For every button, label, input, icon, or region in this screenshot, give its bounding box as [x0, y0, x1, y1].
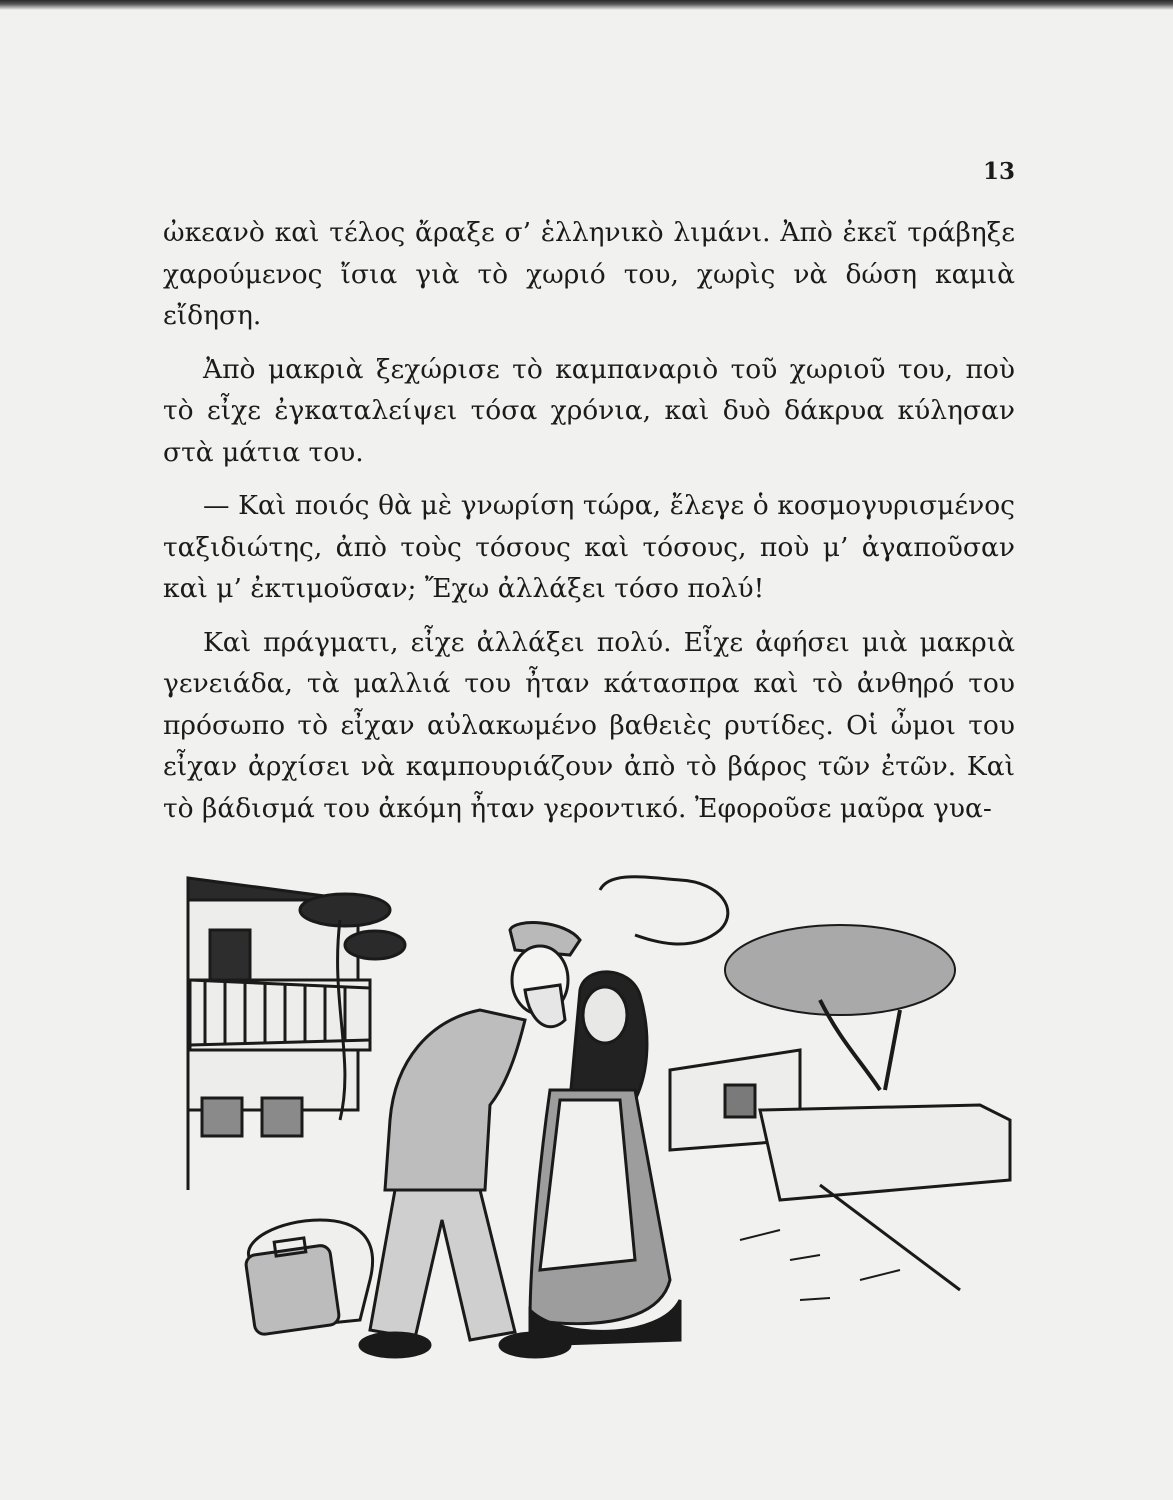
paragraph-3: — Καὶ ποιός θὰ μὲ γνωρίση τώρα, ἔλεγε ὁ κοσμογυρισμένος ταξιδιώτης, ἀπὸ τοὺς τόσους καὶ τόσους, ποὺ μ’ ἀγαποῦσαν καὶ μ’ ἐκτιμοῦσαν; Ἔχω ἀλλάξει τόσο πολύ! — [163, 490, 1015, 604]
wall-drawing — [670, 1050, 1010, 1290]
suitcase-drawing — [245, 1220, 373, 1335]
page-top-edge — [0, 0, 1173, 10]
paragraph-2: Ἀπὸ μακριὰ ξεχώρισε τὸ καμπαναριὸ τοῦ χωριοῦ του, ποὺ τὸ εἶχε ἐγκαταλείψει τόσα χρόνια, καὶ δυὸ δάκρυα κύλησαν στὰ μάτια του. — [163, 353, 1015, 468]
paragraph-1: ὠκεανὸ καὶ τέλος ἄραξε σ’ ἑλληνικὸ λιμάνι. Ἀπὸ ἐκεῖ τράβηξε χαρούμενος ἴσια γιὰ τὸ χωριό του, χωρὶς νὰ δώση καμιὰ εἴδηση. — [163, 217, 1015, 331]
illustration-drawing — [180, 860, 1020, 1380]
paragraph-4: Καὶ πράγματι, εἶχε ἀλλάξει πολύ. Εἶχε ἀφήσει μιὰ μακριὰ γενειάδα, τὰ μαλλιά του ἦταν κάτασπρα καὶ τὸ ἀνθηρό του πρόσωπο τὸ εἶχαν αὐλακωμένο βαθειὲς ρυτίδες. Οἱ ὦμοι του εἶχαν ἀρχίσει νὰ καμπουριάζουν ἀπὸ τὸ βάρος τῶν ἐτῶν. Καὶ τὸ βάδισμά του ἀκόμη ἦταν γεροντικό. Ἐφοροῦσε μαῦρα γυα- — [163, 626, 1015, 824]
body-text — [163, 212, 1015, 841]
illustration-reunion — [180, 860, 1020, 1380]
speech-bubble — [600, 877, 728, 944]
page-number: 13 — [982, 158, 1015, 185]
ground-marks — [740, 1230, 900, 1300]
